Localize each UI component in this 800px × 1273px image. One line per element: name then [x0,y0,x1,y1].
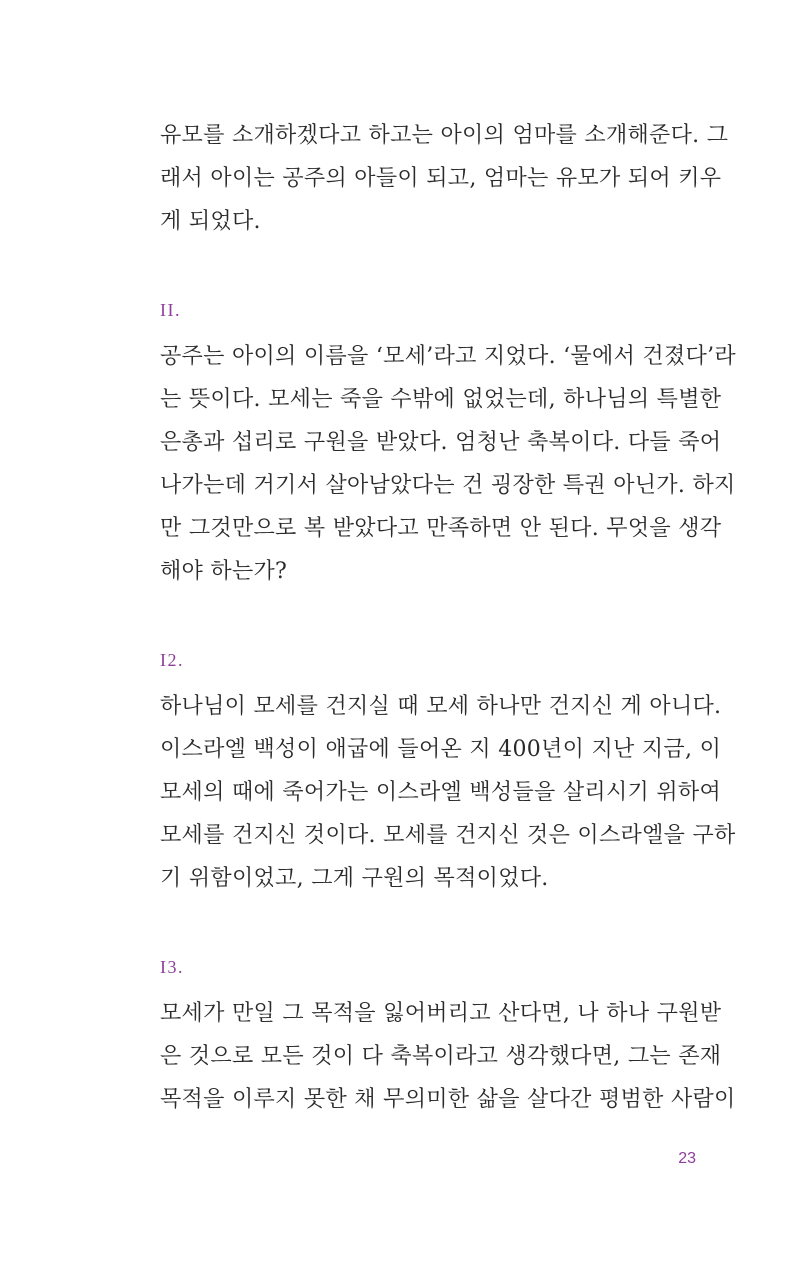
text-line: 모세의 때에 죽어가는 이스라엘 백성들을 살리시기 위하여 [160,780,722,805]
page-number: 23 [678,1150,696,1167]
section-paragraph [160,685,736,900]
section-number: I3. [160,957,184,977]
text-line: 나가는데 거기서 살아남았다는 건 굉장한 특권 아닌가. 하지 [160,473,736,498]
text-line: 래서 아이는 공주의 아들이 되고, 엄마는 유모가 되어 키우 [160,166,722,191]
text-line: 은 것으로 모든 것이 다 축복이라고 생각했다면, 그는 존재 [160,1044,722,1069]
text-line: 모세를 건지신 것이다. 모세를 건지신 것은 이스라엘을 구하 [160,823,736,848]
text-line: 는 뜻이다. 모세는 죽을 수밖에 없었는데, 하나님의 특별한 [160,387,722,412]
text-line: 만 그것만으로 복 받았다고 만족하면 안 된다. 무엇을 생각 [160,516,722,541]
section-paragraph [160,992,736,1121]
intro-paragraph [160,114,729,243]
text-line: 공주는 아이의 이름을 ‘모세’라고 지었다. ‘물에서 건졌다’라 [160,344,736,369]
text-line: 하나님이 모세를 건지실 때 모세 하나만 건지신 게 아니다. [160,694,722,719]
text-line: 게 되었다. [160,209,261,234]
text-line: 목적을 이루지 못한 채 무의미한 삶을 살다간 평범한 사람이 [160,1087,736,1112]
section-number: II. [160,300,181,320]
text-line: 해야 하는가? [160,559,288,584]
page-content [160,114,736,1121]
text-line: 이스라엘 백성이 애굽에 들어온 지 400년이 지난 지금, 이 [160,737,722,762]
section-paragraph [160,335,736,593]
text-line: 은총과 섭리로 구원을 받았다. 엄청난 축복이다. 다들 죽어 [160,430,722,455]
text-line: 유모를 소개하겠다고 하고는 아이의 엄마를 소개해준다. 그 [160,123,729,148]
section-number: I2. [160,650,184,670]
text-line: 기 위함이었고, 그게 구원의 목적이었다. [160,866,549,891]
text-line: 모세가 만일 그 목적을 잃어버리고 산다면, 나 하나 구원받 [160,1001,722,1026]
